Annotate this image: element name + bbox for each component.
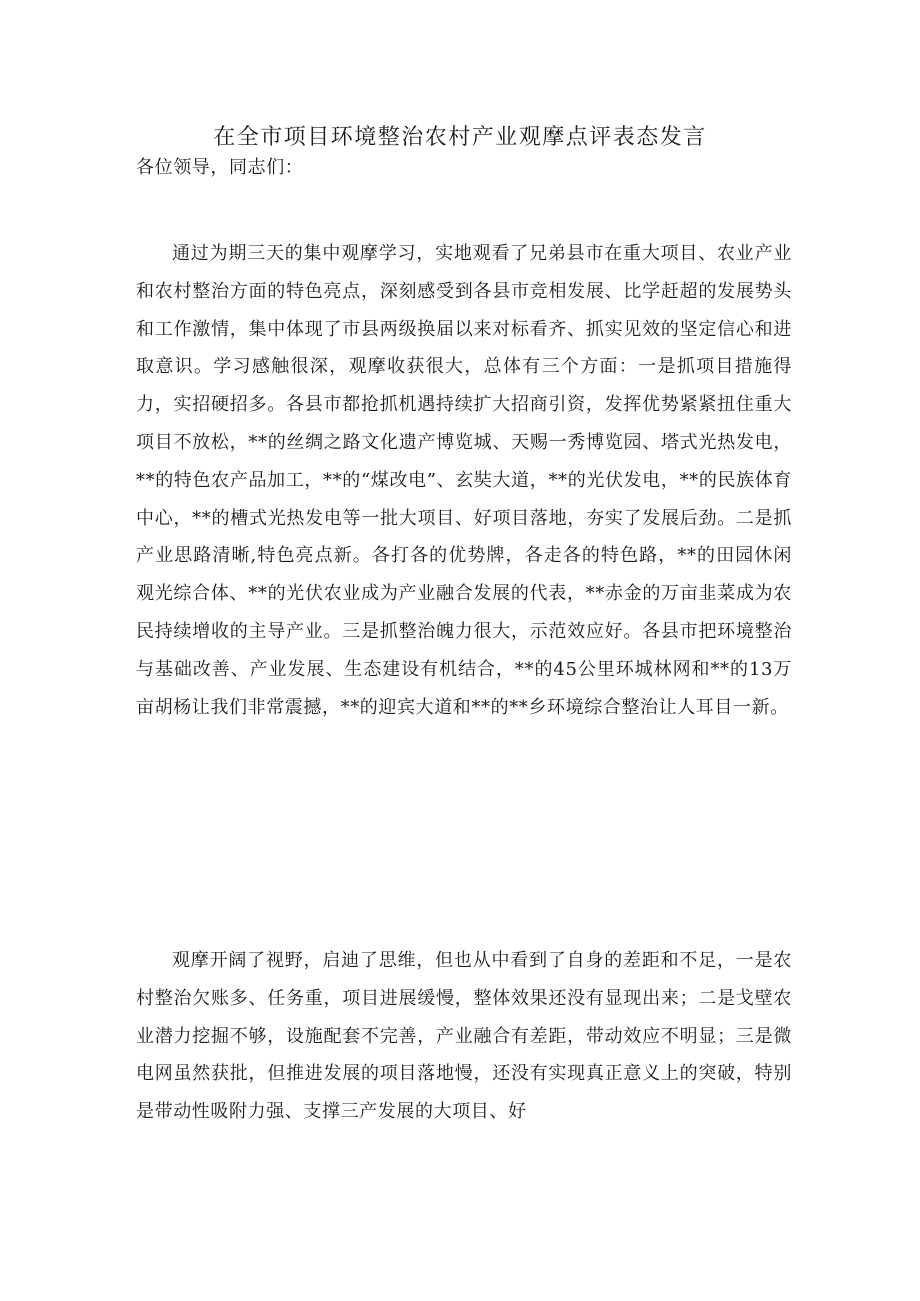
paragraph-2: 观摩开阔了视野，启迪了思维，但也从中看到了自身的差距和不足，一是农村整治欠账多、任务重，项目进展缓慢，整体效果还没有显现出来；二是戈壁农业潜力挖掘不够，设施配套不完善，产业融合有差距，带动效应不明显；三是微电网虽然获批，但推进发展的项目落地慢，还没有实现真正意义上的突破，特别是带动性吸附力强、支撑三产发展的大项目、好 [136,950,792,1123]
paragraph-1: 通过为期三天的集中观摩学习，实地观看了兄弟县市在重大项目、农业产业和农村整治方面的特色亮点，深刻感受到各县市竞相发展、比学赶超的发展势头和工作激情，集中体现了市县两级换届以来对标看齐、抓实见效的坚定信心和进取意识。学习感触很深，观摩收获很大，总体有三个方面：一是抓项目措施得力，实招硬招多。各县市都抢抓机遇持续扩大招商引资，发挥优势紧紧扭住重大项目不放松，**的丝绸之路文化遗产博览城、天赐一秀博览园、塔式光热发电，**的特色农产品加工，**的“煤改电”、玄奘大道，**的光伏发电，**的民族体育中心，**的槽式光热发电等一批大项目、好项目落地，夯实了发展后劲。二是抓产业思路清晰,特色亮点新。各打各的优势牌，各走各的特色路，**的田园休闲观光综合体、**的光伏农业成为产业融合发展的代表，**赤金的万亩韭菜成为农民持续增收的主导产业。三是抓整治魄力很大，示范效应好。各县市把环境整治与基础改善、产业发展、生态建设有机结合，**的45公里环城林网和**的13万亩胡杨让我们非常震撼，**的迎宾大道和**的**乡环境综合整治让人耳目一新。 [136,243,792,718]
salutation: 各位领导，同志们： [136,157,304,178]
document-title: 在全市项目环境整治农村产业观摩点评表态发言 [213,125,707,150]
